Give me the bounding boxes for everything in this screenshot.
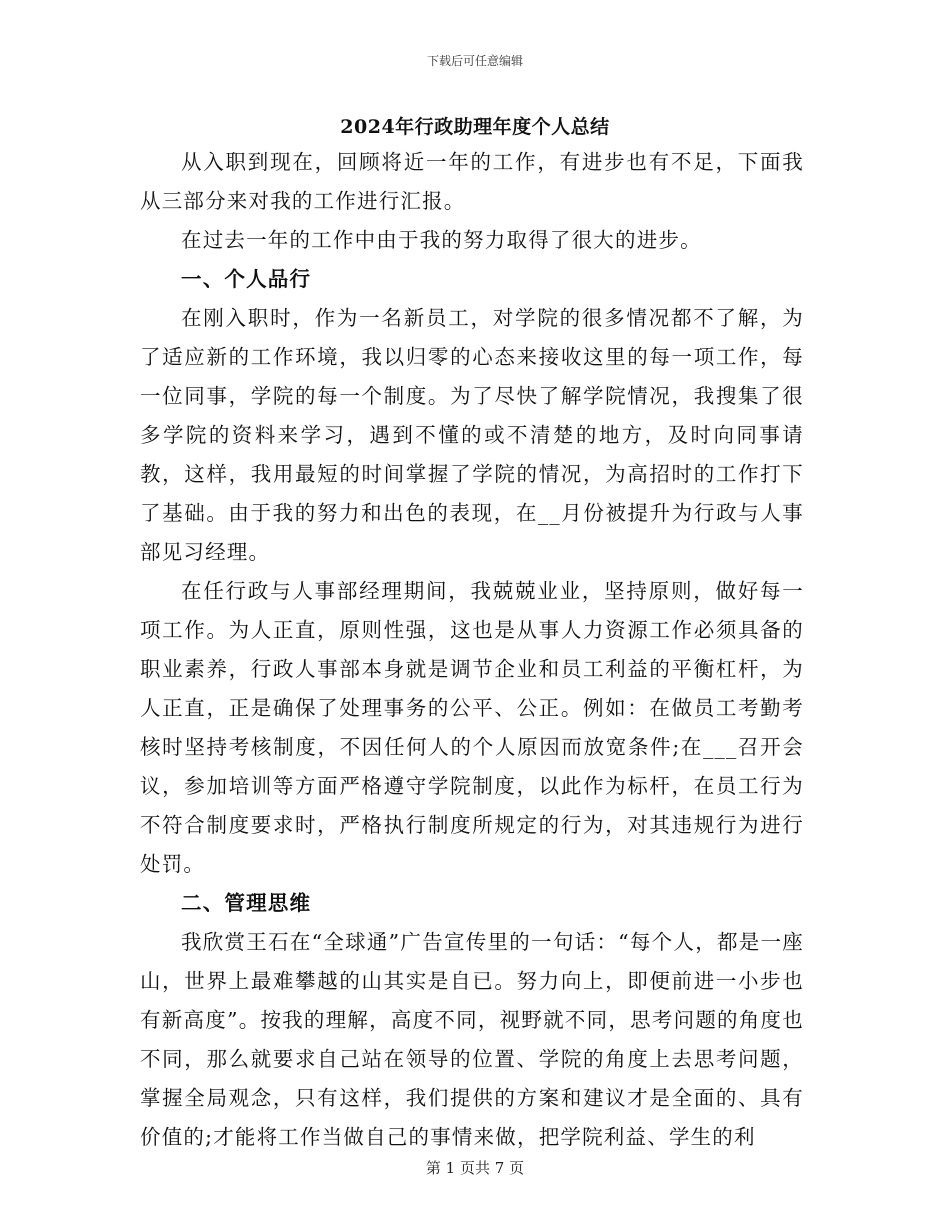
header-note: 下载后可任意编辑	[426, 54, 523, 68]
section-heading: 二、管理思维	[181, 891, 312, 915]
document-body	[140, 143, 804, 1157]
intro-paragraph: 在过去一年的工作中由于我的努力取得了很大的进步。	[181, 228, 702, 252]
section-heading: 一、个人品行	[181, 267, 312, 291]
body-paragraph: 在任行政与人事部经理期间，我兢兢业业，坚持原则，做好每一项工作。为人正直，原则性强，这也是从事人力资源工作必须具备的职业素养，行政人事部本身就是调节企业和员工利益的平衡杠杆，为人正直，正是确保了处理事务的公平、公正。例如：在做员工考勤考核时坚持考核制度，不因任何人的个人原因而放宽条件;在___召开会议，参加培训等方面严格遵守学院制度，以此作为标杆，在员工行为不符合制度要求时，严格执行制度所规定的行为，对其违规行为进行处罚。	[140, 579, 804, 876]
page-number: 第 1 页共 7 页	[425, 1159, 525, 1177]
document-title: 2024年行政助理年度个人总结	[340, 116, 610, 138]
intro-paragraph: 从入职到现在，回顾将近一年的工作，有进步也有不足，下面我从三部分来对我的工作进行汇报。	[140, 150, 804, 213]
body-paragraph: 我欣赏王石在“全球通”广告宣传里的一句话：“每个人，都是一座山，世界上最难攀越的山其实是自已。努力向上，即便前进一小步也有新高度”。按我的理解，高度不同，视野就不同，思考问题的角度也不同，那么就要求自己站在领导的位置、学院的角度上去思考问题，掌握全局观念，只有这样，我们提供的方案和建议才是全面的、具有价值的;才能将工作当做自己的事情来做，把学院利益、学生的利	[140, 930, 804, 1149]
body-paragraph: 在刚入职时，作为一名新员工，对学院的很多情况都不了解，为了适应新的工作环境，我以归零的心态来接收这里的每一项工作，每一位同事，学院的每一个制度。为了尽快了解学院情况，我搜集了很多学院的资料来学习，遇到不懂的或不清楚的地方，及时向同事请教，这样，我用最短的时间掌握了学院的情况，为高招时的工作打下了基础。由于我的努力和出色的表现，在__月份被提升为行政与人事部见习经理。	[140, 306, 804, 564]
